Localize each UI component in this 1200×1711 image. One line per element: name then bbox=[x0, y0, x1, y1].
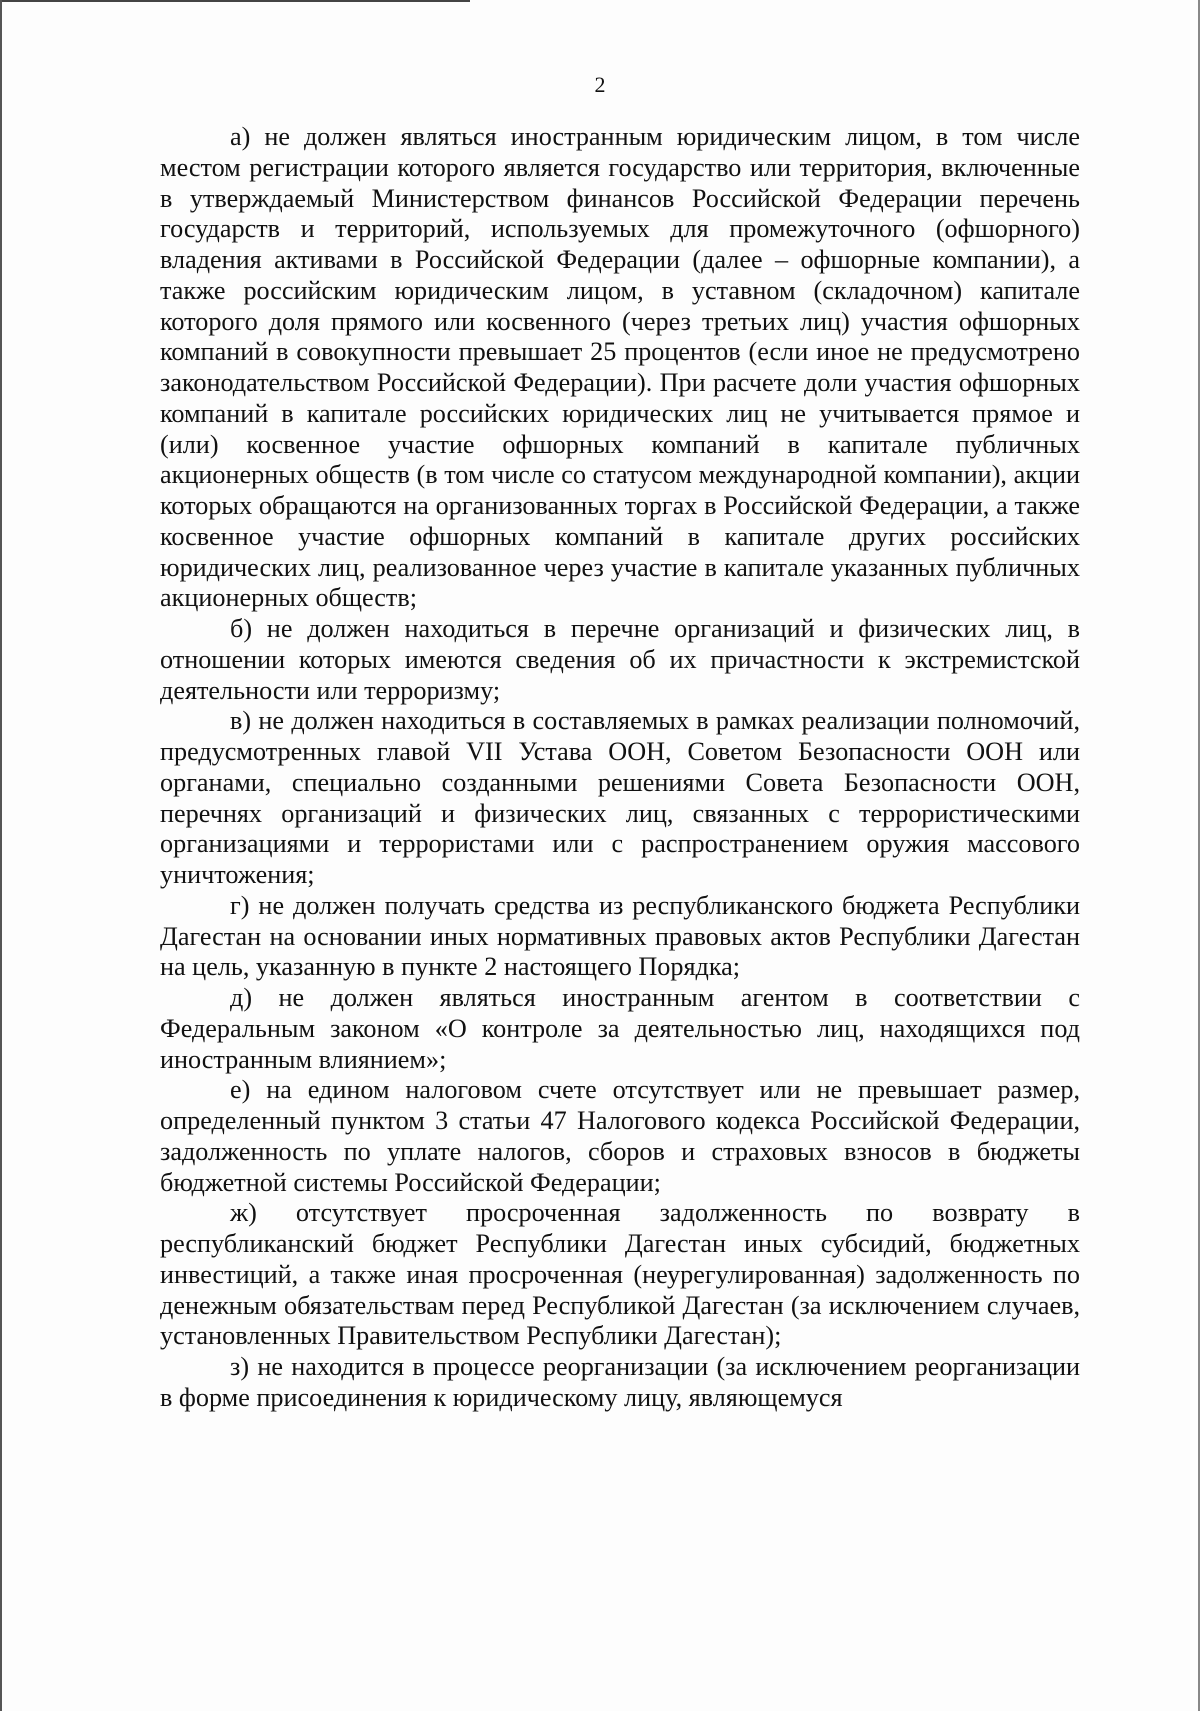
document-body bbox=[160, 122, 1080, 1414]
paragraph-d: д) не должен являться иностранным агентом в соответствии с Федеральным законом «О контроле за деятельностью лиц, находящихся под иностранным влиянием»; bbox=[160, 983, 1080, 1074]
scan-edge-top bbox=[0, 0, 470, 2]
paragraph-g: г) не должен получать средства из республиканского бюджета Республики Дагестан на основании иных нормативных правовых актов Республики Дагестан на цель, указанную в пункте 2 настоящего Порядка; bbox=[160, 890, 1080, 982]
paragraph-z: з) не находится в процессе реорганизации (за исключением реорганизации в форме присоединения к юридическому лицу, являющемуся bbox=[160, 1352, 1080, 1412]
scan-edge-left bbox=[0, 0, 2, 1711]
paragraph-b: б) не должен находиться в перечне организаций и физических лиц, в отношении которых имеются сведения об их причастности к экстремистской деятельности или терроризму; bbox=[160, 614, 1080, 705]
paragraph-v: в) не должен находиться в составляемых в рамках реализации полномочий, предусмотренных главой VII Устава ООН, Советом Безопасности ООН или органами, специально созданными решениями Совета Безопасности ООН, перечнях организаций и физических лиц, связанных с террористическими организациями и террористами или с распространением оружия массового уничтожения; bbox=[160, 706, 1080, 889]
paragraph-e: е) на едином налоговом счете отсутствует или не превышает размер, определенный пунктом 3 статьи 47 Налогового кодекса Российской Федерации, задолженность по уплате налогов, сборов и страховых взносов в бюджеты бюджетной системы Российской Федерации; bbox=[160, 1075, 1080, 1197]
page-number: 2 bbox=[594, 72, 606, 97]
paragraph-a: а) не должен являться иностранным юридическим лицом, в том числе местом регистрации которого является государство или территория, включенные в утверждаемый Министерством финансов Российской Федерации перечень государств и территорий, используемых для промежуточного (офшорного) владения активами в Российской Федерации (далее – офшорные компании), а также российским юридическим лицом, в уставном (складочном) капитале которого доля прямого или косвенного (через третьих лиц) участия офшорных компаний в совокупности превышает 25 процентов (если иное не предусмотрено законодательством Российской Федерации). При расчете доли участия офшорных компаний в капитале российских юридических лиц не учитывается прямое и (или) косвенное участие офшорных компаний в капитале публичных акционерных обществ (в том числе со статусом международной компании), акции которых обращаются на организованных торгах в Российской Федерации, а также косвенное участие офшорных компаний в капитале других российских юридических лиц, реализованное через участие в капитале указанных публичных акционерных обществ; bbox=[160, 122, 1080, 613]
paragraph-zh: ж) отсутствует просроченная задолженность по возврату в республиканский бюджет Республики Дагестан иных субсидий, бюджетных инвестиций, а также иная просроченная (неурегулированная) задолженность по денежным обязательствам перед Республикой Дагестан (за исключением случаев, установленных Правительством Республики Дагестан); bbox=[160, 1198, 1080, 1351]
